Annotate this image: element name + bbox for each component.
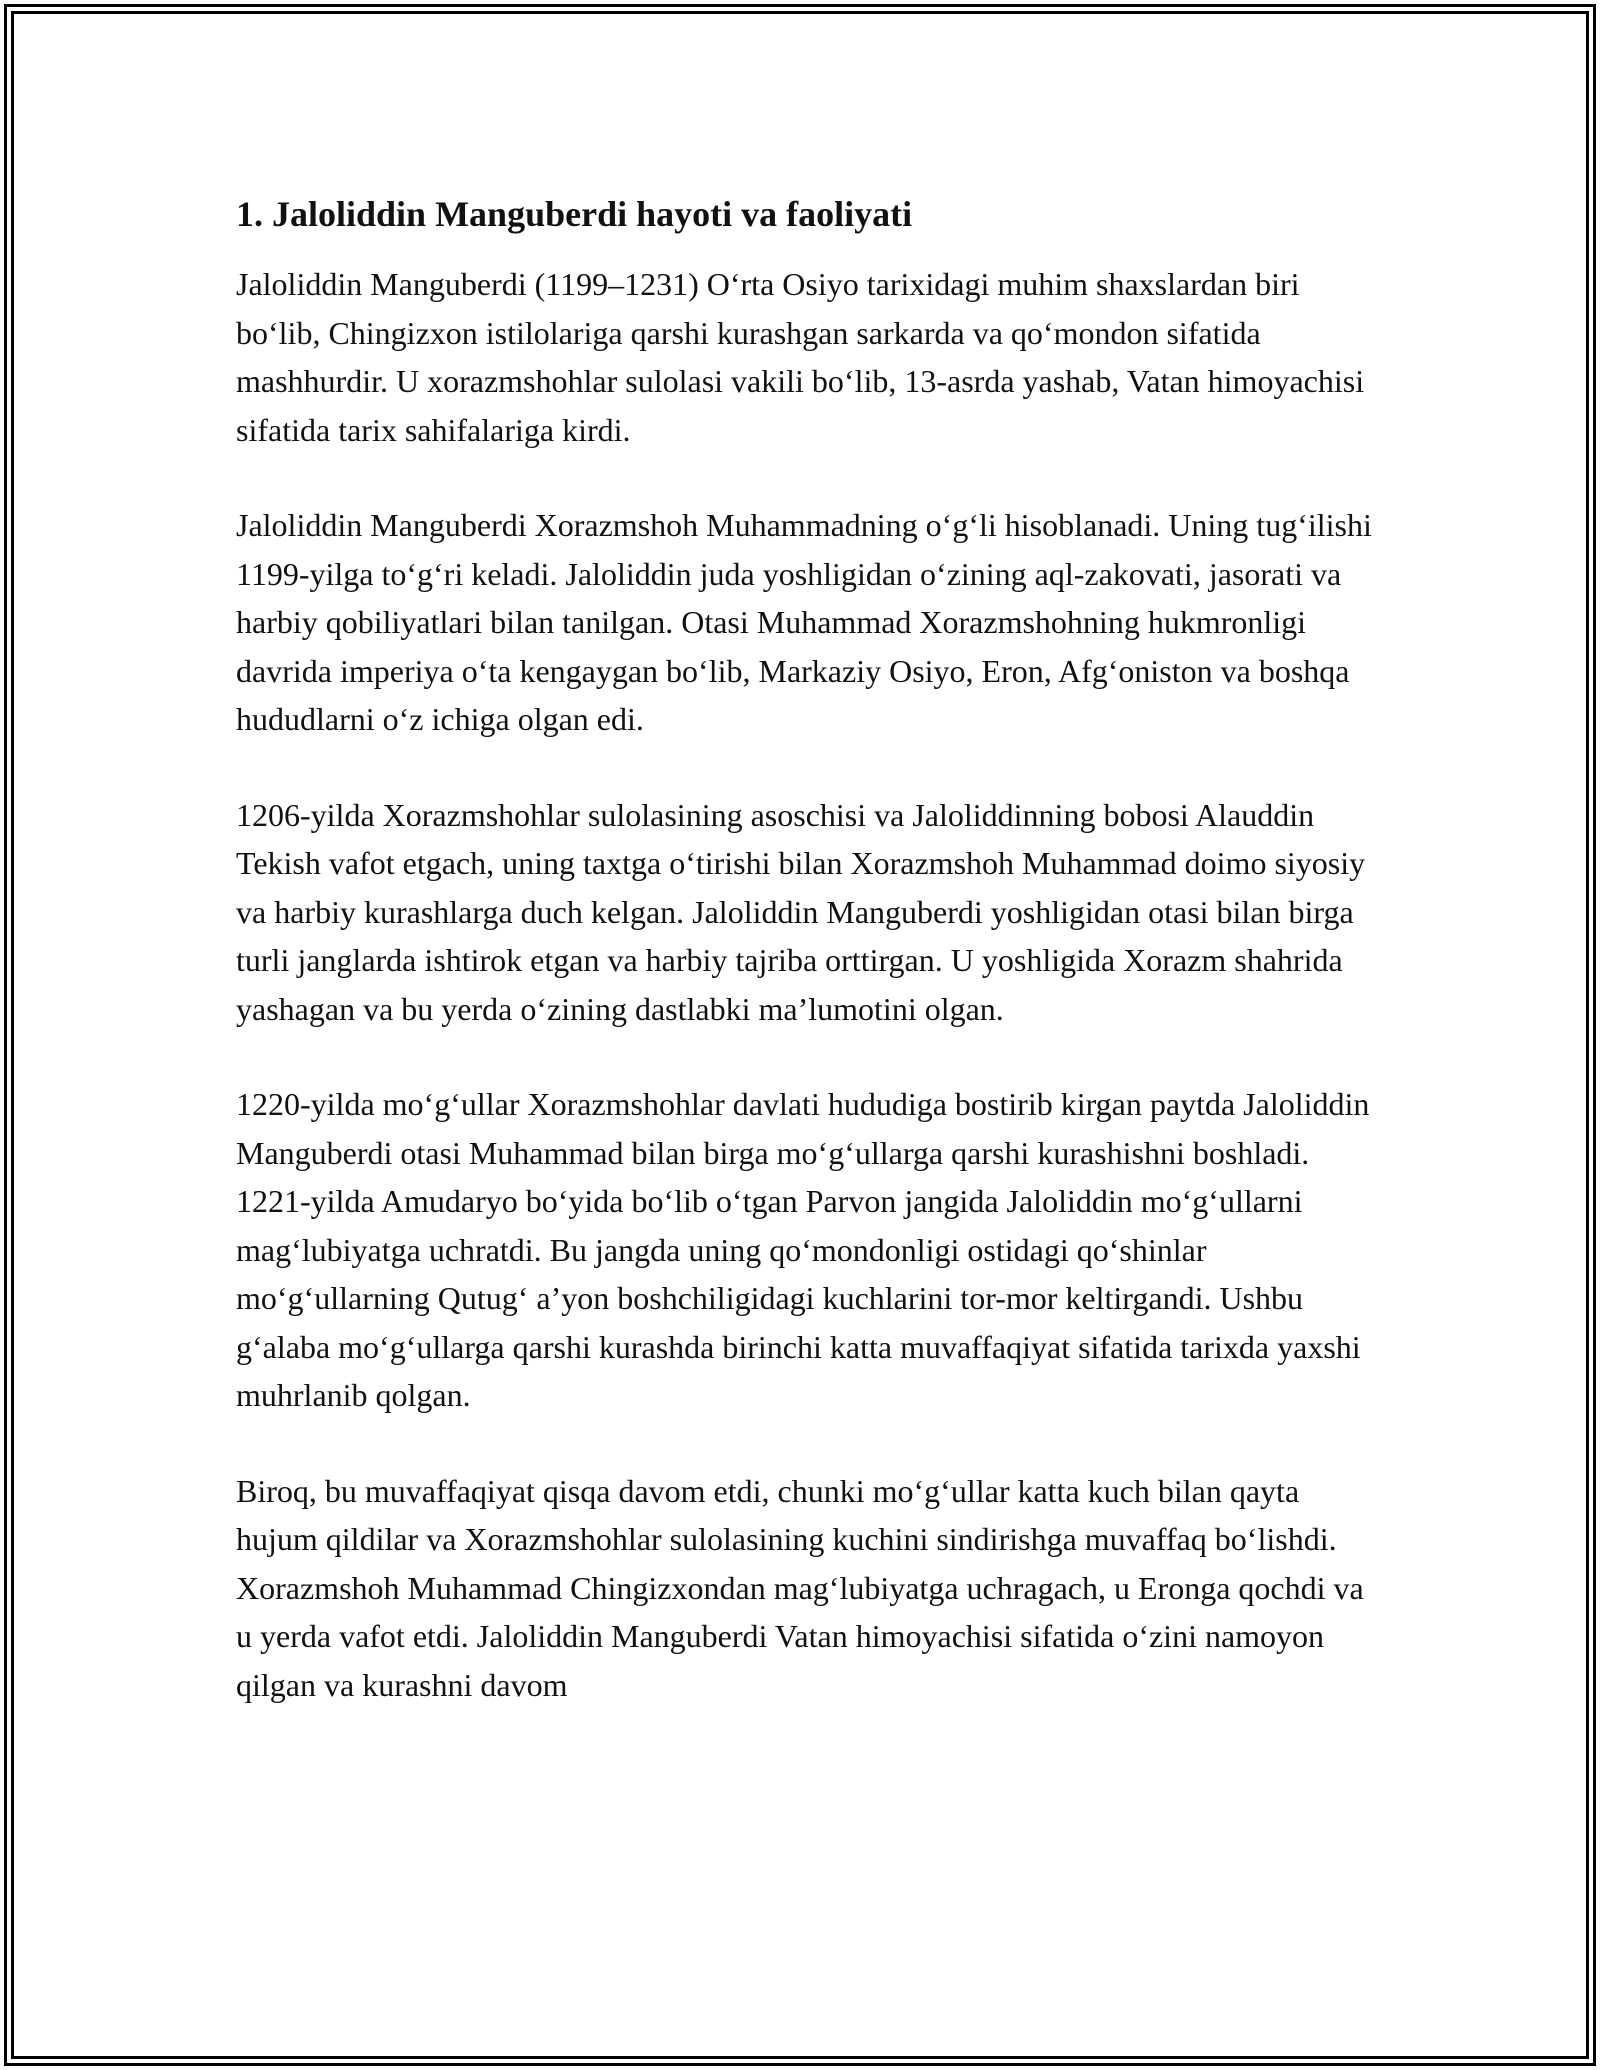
section-heading: 1. Jaloliddin Manguberdi hayoti va faoliyati <box>236 194 913 234</box>
paragraph-intro: Jaloliddin Manguberdi (1199–1231) O‘rta Osiyo tarixidagi muhim shaxslardan biri bo‘lib, Chingizxon istilolariga qarshi kurashgan sarkarda va qo‘mondon sifatida mashhurdir. U xorazmshohlar sulolasi vakili bo‘lib, 13-asrda yashab, Vatan himoyachisi sifatida tarix sahifalariga kirdi. <box>236 266 1365 448</box>
paragraph-origin: Jaloliddin Manguberdi Xorazmshoh Muhammadning o‘g‘li hisoblanadi. Uning tug‘ilishi 1199-yilga to‘g‘ri keladi. Jaloliddin juda yoshligidan o‘zining aql-zakovati, jasorati va harbiy qobiliyatlari bilan tanilgan. Otasi Muhammad Xorazmshohning hukmronligi davrida imperiya o‘ta kengaygan bo‘lib, Markaziy Osiyo, Eron, Afg‘oniston va boshqa hududlarni o‘z ichiga olgan edi. <box>236 507 1372 737</box>
paragraph-aftermath: Biroq, bu muvaffaqiyat qisqa davom etdi, chunki mo‘g‘ullar katta kuch bilan qayta hujum qildilar va Xorazmshohlar sulolasining kuchini sindirishga muvaffaq bo‘lishdi. Xorazmshoh Muhammad Chingizxondan mag‘lubiyatga uchragach, u Eronga qochdi va u yerda vafot etdi. Jaloliddin Manguberdi Vatan himoyachisi sifatida o‘zini namoyon qilgan va kurashni davom <box>236 1472 1364 1703</box>
paragraph-youth: 1206-yilda Xorazmshohlar sulolasining asoschisi va Jaloliddinning bobosi Alauddin Tekish vafot etgach, uning taxtga o‘tirishi bilan Xorazmshoh Muhammad doimo siyosiy va harbiy kurashlarga duch kelgan. Jaloliddin Manguberdi yoshligidan otasi bilan birga turli janglarda ishtirok etgan va harbiy tajriba orttirgan. U yoshligida Xorazm shahrida yashagan va bu yerda o‘zining dastlabki ma’lumotini olgan. <box>236 796 1366 1027</box>
document-body <box>236 188 1376 1756</box>
paragraph-parvon-battle: 1220-yilda mo‘g‘ullar Xorazmshohlar davlati hududiga bostirib kirgan paytda Jaloliddin Manguberdi otasi Muhammad bilan birga mo‘g‘ullarga qarshi kurashishni boshladi. 1221-yilda Amudaryo bo‘yida bo‘lib o‘tgan Parvon jangida Jaloliddin mo‘g‘ullarni mag‘lubiyatga uchratdi. Bu jangda uning qo‘mondonligi ostidagi qo‘shinlar mo‘g‘ullarning Qutug‘ a’yon boshchiligidagi kuchlarini tor-mor keltirgandi. Ushbu g‘alaba mo‘g‘ullarga qarshi kurashda birinchi katta muvaffaqiyat sifatida tarixda yaxshi muhrlanib qolgan. <box>236 1086 1370 1413</box>
